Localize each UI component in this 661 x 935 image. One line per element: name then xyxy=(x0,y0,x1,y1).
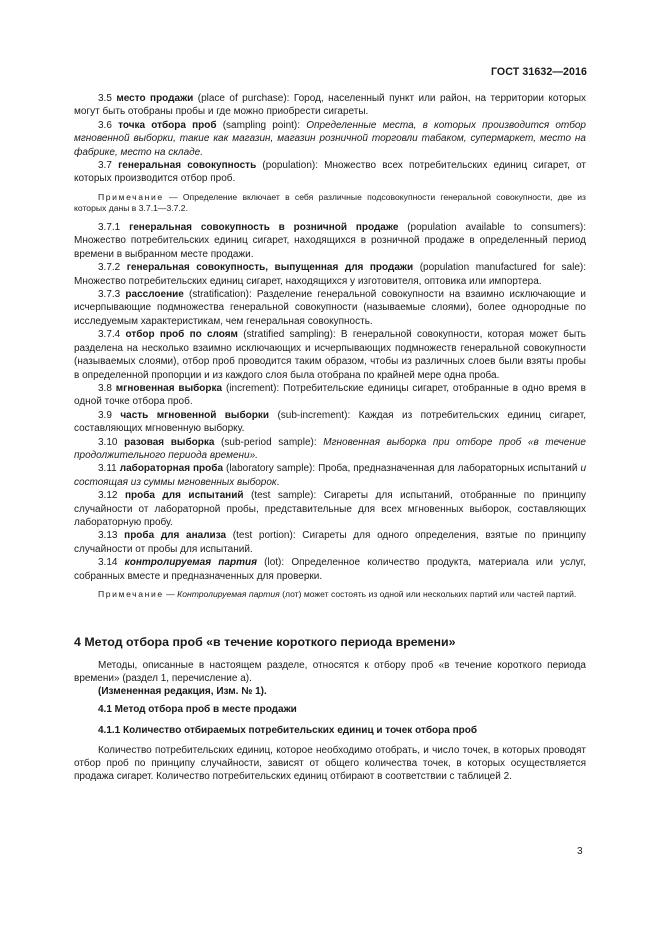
term: генеральная совокупность, выпущенная для продажи xyxy=(126,262,414,274)
term: генеральная совокупность в розничной продаже xyxy=(129,222,399,234)
term: отбор проб по слоям xyxy=(125,329,238,341)
note-dash: — xyxy=(163,589,178,599)
note-label: Примечание xyxy=(98,191,164,202)
clause-number: 3.14 xyxy=(98,557,118,569)
definition-3-7 xyxy=(74,159,586,186)
revision-note: (Измененная редакция, Изм. № 1). xyxy=(98,686,267,698)
definition-text: Мгновенная выборка при отборе проб «в течение продолжительного периода времени». xyxy=(74,436,586,461)
section-4-intro: Методы, описанные в настоящем разделе, относятся к отбору проб «в течение короткого периода времени» (раздел 1, перечисление а). xyxy=(74,659,586,684)
term: проба для анализа xyxy=(124,530,227,542)
clause-number: 3.9 xyxy=(98,409,112,421)
definition-3-7-2 xyxy=(74,261,586,288)
definition-text: Определенные места, в которых производится отбор мгновенной выборки, такие как магазин, магазин розничной торговли табаком, супермаркет, место на фабрике, место на складе. xyxy=(74,119,586,158)
clause-number: 3.7.2 xyxy=(98,262,121,274)
clause-number: 3.5 xyxy=(98,93,112,104)
definition-3-8 xyxy=(74,382,586,409)
clause-number: 3.7 xyxy=(98,160,112,172)
note-1 xyxy=(74,192,586,215)
definition-3-5 xyxy=(74,92,586,119)
clause-number: 3.7.3 xyxy=(98,289,121,301)
definition-text: (population manufactured for sale): Множество потребительских единиц сигарет, находящихся у изготовителя, оптовика или импортера. xyxy=(74,262,587,287)
term: расслоение xyxy=(125,289,184,301)
term: разовая выборка xyxy=(124,436,215,448)
clause-number: 3.7.1 xyxy=(98,222,121,234)
definition-text: (stratified sampling): В генеральной совокупности, которая может быть разделена на несколько взаимно исключающих и исчерпывающих подмножеств генеральной совокупности (называемых слоями), отбор проб проводится таким образом, чтобы из различных слоев были взяты пробы в определенной пропорции и из каждого слоя была отобрана по крайней мере одна проба. xyxy=(74,329,587,381)
note-label: Примечание xyxy=(98,589,164,599)
definition-text-italic: и состоящая из суммы мгновенных выборок xyxy=(74,463,587,488)
term: место продажи xyxy=(116,93,194,104)
term-english: (sampling point): xyxy=(216,119,307,131)
note-text: (лот) может состоять из одной или нескольких партий или частей партий. xyxy=(279,589,577,599)
definition-text: (place of purchase): Город, населенный пункт или район, на территории которых могут быть отобраны пробы и где можно приобрести сигареты. xyxy=(74,93,587,118)
definition-3-11 xyxy=(74,462,586,489)
definition-text: (test portion): Сигареты для одного определения, взятые по принципу случайности от пробы для испытаний. xyxy=(74,530,586,555)
definition-3-14 xyxy=(74,556,586,583)
clause-number: 3.12 xyxy=(98,490,118,502)
definition-3-12 xyxy=(74,489,586,529)
page-number: 3 xyxy=(577,846,583,857)
clause-number: 3.13 xyxy=(98,530,118,542)
definition-3-9 xyxy=(74,409,586,436)
clause-number: 3.6 xyxy=(98,119,112,131)
term-english: (sub-period sample): xyxy=(214,436,324,448)
clause-number: 3.11 xyxy=(98,463,117,475)
term: лабораторная проба xyxy=(119,463,224,475)
definition-text: (population available to consumers): Множество потребительских единиц сигарет, находящихся в розничной продаже в определенный период времени в выбранном месте продажи. xyxy=(74,222,586,260)
section-4-title: 4 Метод отбора проб «в течение короткого периода времени» xyxy=(74,634,456,649)
definition-3-7-1 xyxy=(74,221,586,261)
term: контролируемая партия xyxy=(124,557,257,569)
standard-header: ГОСТ 31632—2016 xyxy=(490,66,587,78)
definition-text: (increment): Потребительские единицы сигарет, отобранные в одно время в одной точке отбора проб. xyxy=(74,382,586,408)
term: проба для испытаний xyxy=(124,490,244,502)
definition-end: . xyxy=(276,476,280,488)
definition-text: (sub-increment): Каждая из потребительских единиц сигарет, составляющих мгновенную выборку. xyxy=(74,409,587,435)
section-4-1-title: 4.1 Метод отбора проб в месте продажи xyxy=(98,703,297,715)
clause-number: 3.7.4 xyxy=(98,329,121,341)
section-4-1-1-title: 4.1.1 Количество отбираемых потребительских единиц и точек отбора проб xyxy=(98,725,478,737)
clause-number: 3.10 xyxy=(98,436,118,448)
definition-text: (lot): Определенное количество продукта, материала или услуг, собранных вместе и предназначенных для проверки. xyxy=(74,557,587,582)
definition-text: (stratification): Разделение генеральной совокупности на взаимно исключающие и исчерпывающие подмножества генеральной совокупности (называемые слоями), более однородные по исследуемым характеристикам, чем генеральная совокупность. xyxy=(74,289,587,327)
term: генеральная совокупность xyxy=(118,160,257,172)
definition-3-7-4 xyxy=(74,328,586,382)
definition-3-10 xyxy=(74,436,586,463)
note-term: Контролируемая партия xyxy=(177,589,280,599)
definition-text: (laboratory sample): Проба, предназначенная для лабораторных испытаний xyxy=(223,463,581,475)
definition-3-7-3 xyxy=(74,288,586,328)
note-text: — Определение включает в себя различные подсовокупности генеральной совокупности, две из которых даны в 3.7.1—3.7.2. xyxy=(74,191,586,214)
definition-text: (test sample): Сигареты для испытаний, отобранные по принципу случайности от лабораторной пробы, представительные для всех мгновенных выборок, составляющих лабораторную пробу. xyxy=(74,490,587,528)
note-2 xyxy=(74,589,586,601)
document-body xyxy=(74,92,586,784)
definition-3-13 xyxy=(74,529,586,556)
definition-text: (population): Множество всех потребительских единиц сигарет, от которых производится отбор проб. xyxy=(74,160,586,185)
section-4-1-1-text: Количество потребительских единиц, которое необходимо отобрать, и число точек, в которых проводят отбор проб по принципу случайности, зависят от общего количества точек, в которых осуществляется продажа сигарет. Количество потребительских единиц отбирают в соответствии с таблицей 2. xyxy=(74,744,586,783)
term: часть мгновенной выборки xyxy=(120,409,270,421)
definition-3-6 xyxy=(74,119,586,159)
clause-number: 3.8 xyxy=(98,382,112,394)
term: мгновенная выборка xyxy=(115,382,223,394)
term: точка отбора проб xyxy=(118,119,217,131)
